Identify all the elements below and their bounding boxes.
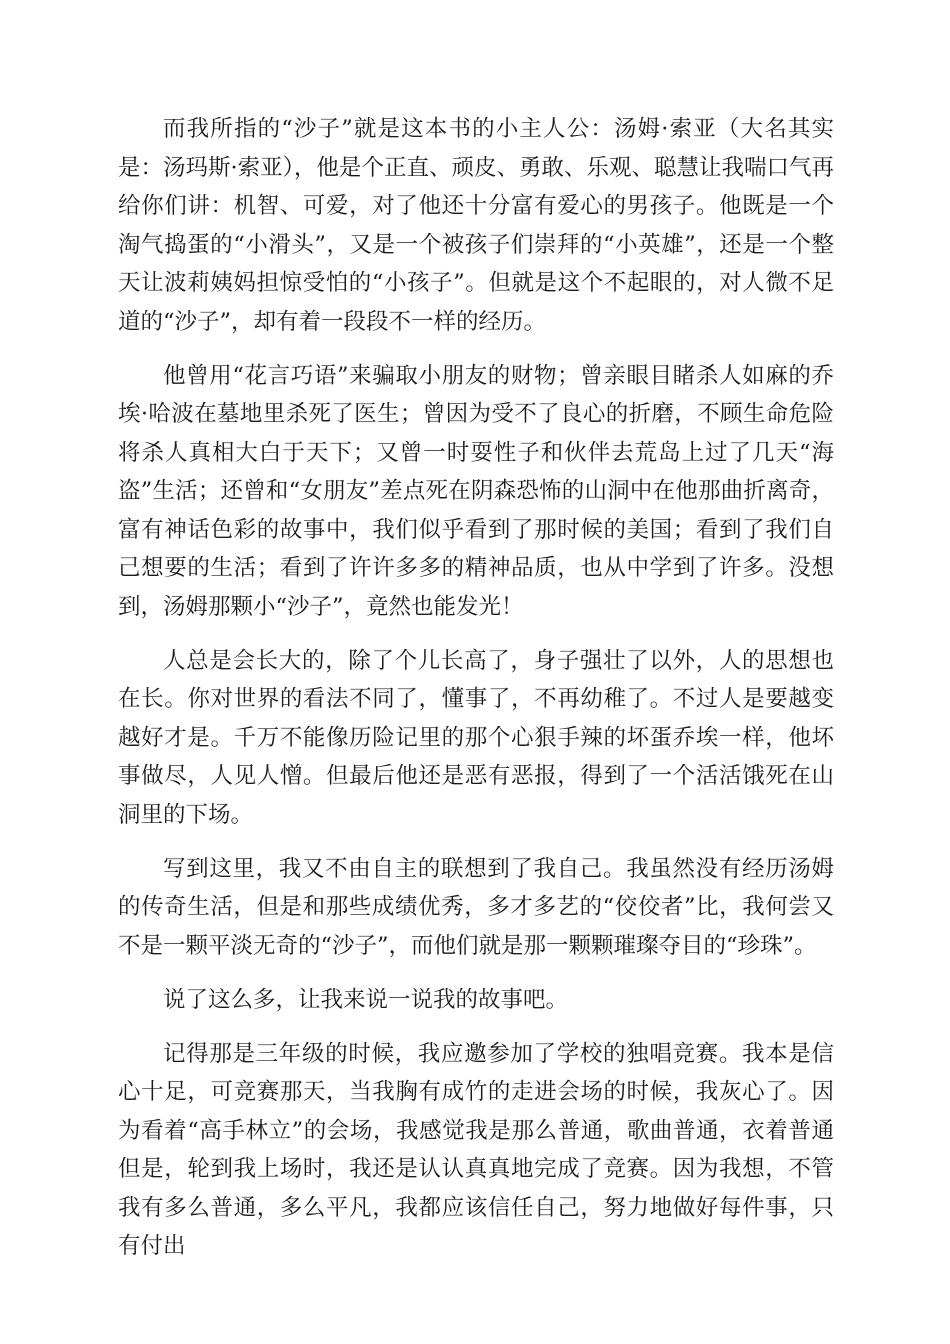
- document-page: [118, 110, 834, 1281]
- paragraph: 记得那是三年级的时候，我应邀参加了学校的独唱竞赛。我本是信心十足，可竞赛那天，当我胸有成竹的走进会场的时候，我灰心了。因为看着“高手林立”的会场，我感觉我是那么普通，歌曲普通，衣着普通但是，轮到我上场时，我还是认认真真地完成了竞赛。因为我想，不管我有多么普通，多么平凡，我都应该信任自己，努力地做好每件事，只有付出: [118, 1040, 834, 1259]
- paragraph: 而我所指的“沙子”就是这本书的小主人公：汤姆·索亚（大名其实是：汤玛斯·索亚），他是个正直、顽皮、勇敢、乐观、聪慧让我喘口气再给你们讲：机智、可爱，对了他还十分富有爱心的男孩子。他既是一个淘气捣蛋的“小滑头”，又是一个被孩子们崇拜的“小英雄”，还是一个整天让波莉姨妈担惊受怕的“小孩子”。但就是这个不起眼的，对人微不足道的“沙子”，却有着一段段不一样的经历。: [118, 116, 834, 335]
- paragraph: 他曾用“花言巧语”来骗取小朋友的财物；曾亲眼目睹杀人如麻的乔埃·哈波在墓地里杀死了医生；曾因为受不了良心的折磨，不顾生命危险将杀人真相大白于天下；又曾一时耍性子和伙伴去荒岛上过了几天“海盗”生活；还曾和“女朋友”差点死在阴森恐怖的山洞中在他那曲折离奇，富有神话色彩的故事中，我们似乎看到了那时候的美国；看到了我们自己想要的生活；看到了许许多多的精神品质，也从中学到了许多。没想到，汤姆那颗小“沙子”，竟然也能发光！: [118, 362, 834, 620]
- paragraph: 写到这里，我又不由自主的联想到了我自己。我虽然没有经历汤姆的传奇生活，但是和那些成绩优秀，多才多艺的“佼佼者”比，我何尝又不是一颗平淡无奇的“沙子”，而他们就是那一颗颗璀璨夺目的“珍珠”。: [118, 855, 834, 959]
- paragraph: 人总是会长大的，除了个儿长高了，身子强壮了以外，人的思想也在长。你对世界的看法不同了，懂事了，不再幼稚了。不过人是要越变越好才是。千万不能像历险记里的那个心狠手辣的坏蛋乔埃一样，他坏事做尽，人见人憎。但最后他还是恶有恶报，得到了一个活活饿死在山洞里的下场。: [118, 647, 834, 828]
- paragraph: 说了这么多，让我来说一说我的故事吧。: [163, 986, 569, 1013]
